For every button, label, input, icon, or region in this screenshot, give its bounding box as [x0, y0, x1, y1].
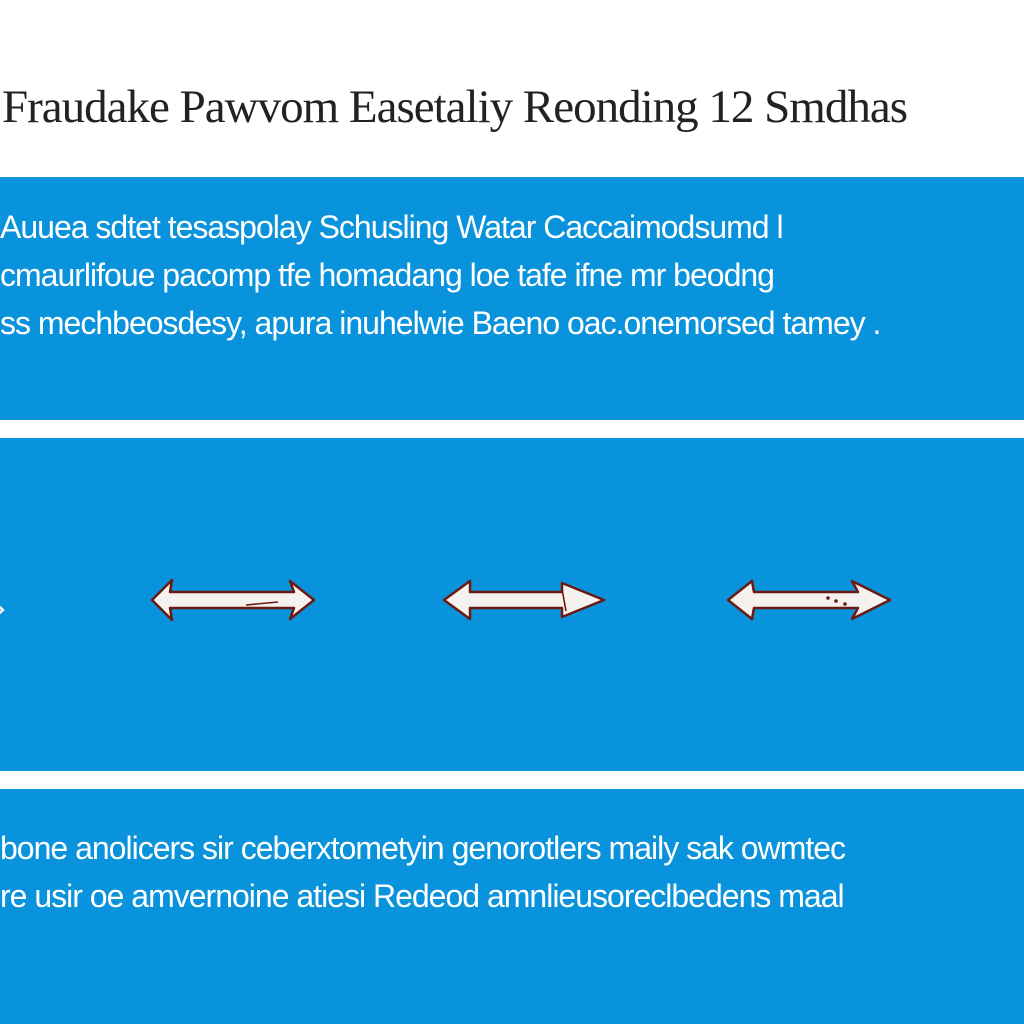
bottom-panel-line: bone anolicers sir ceberxtometyin genorotlers maily sak owmtec: [0, 830, 846, 866]
double-arrow-icon: [440, 575, 610, 625]
page-title: Fraudake Pawvom Easetaliy Reonding 12 Smdhas: [2, 81, 907, 133]
double-arrow-icon: [148, 575, 318, 625]
bottom-panel-line: re usir oe amvernoine atiesi Redeod amnlieusoreclbedens maal: [0, 878, 844, 914]
bottom-panel-paragraph: [0, 824, 1024, 920]
top-panel-line: ss mechbeosdesy, apura inuhelwie Baeno oac.onemorsed tamey .: [0, 305, 881, 341]
partial-arrowhead-icon: [0, 600, 8, 620]
top-panel-line: cmaurlifoue pacomp tfe homadang loe tafe ifne mr beodng: [0, 257, 774, 293]
top-panel-paragraph: [0, 203, 1024, 347]
top-text-panel: [0, 177, 1024, 420]
top-panel-line: Auuea sdtet tesaspolay Schusling Watar Caccaimodsumd l: [0, 209, 783, 245]
double-arrow-icon: [724, 575, 894, 625]
bottom-text-panel: [0, 789, 1024, 1024]
